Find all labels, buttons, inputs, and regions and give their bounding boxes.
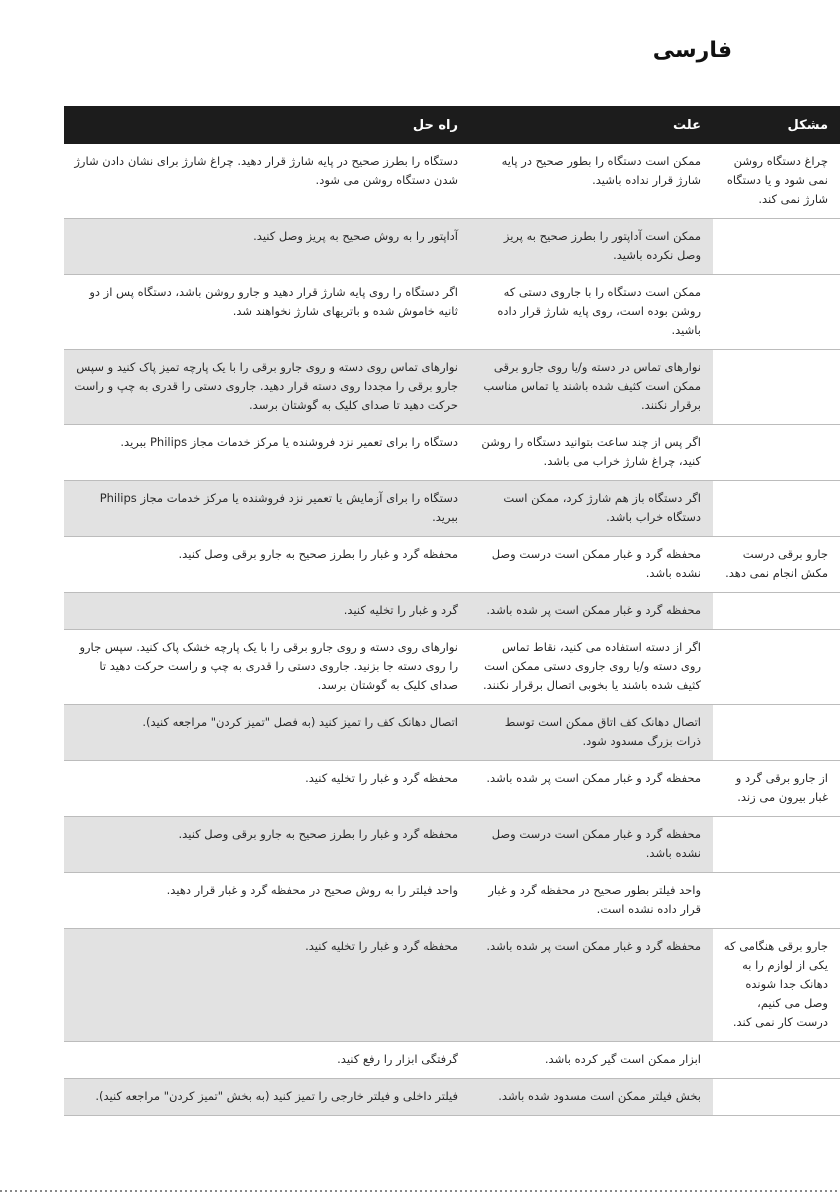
problem-cell [713, 425, 840, 481]
problem-cell [713, 705, 840, 761]
solution-cell: دستگاه را برای آزمایش یا تعمیر نزد فروشنده یا مرکز خدمات مجاز Philips ببرید. [64, 481, 470, 537]
cause-cell: محفظه گرد و غبار ممکن است درست وصل نشده باشد. [470, 537, 713, 593]
problem-cell [713, 275, 840, 350]
problem-cell: چراغ دستگاه روشن نمی شود و یا دستگاه شارژ نمی کند. [713, 144, 840, 219]
table-row [64, 593, 840, 630]
header-cause: علت [470, 106, 713, 144]
table-row [64, 537, 840, 593]
page-title: فارسی [652, 38, 732, 63]
table-row [64, 873, 840, 929]
table-row [64, 481, 840, 537]
problem-cell [713, 873, 840, 929]
problem-cell [713, 1079, 840, 1116]
cause-cell: محفظه گرد و غبار ممکن است درست وصل نشده باشد. [470, 817, 713, 873]
table-row [64, 219, 840, 275]
cause-cell: محفظه گرد و غبار ممکن است پر شده باشد. [470, 761, 713, 817]
header-solution: راه حل [64, 106, 470, 144]
table-row [64, 144, 840, 219]
table-header-row [64, 106, 840, 144]
solution-cell: نوارهای روی دسته و روی جارو برقی را با یک پارچه خشک پاک کنید. سپس جارو را روی دسته جا بزنید. جاروی دستی را قدری به چپ و راست حرکت دهید تا صدای کلیک به گوشتان برسد. [64, 630, 470, 705]
cause-cell: نوارهای تماس در دسته و/یا روی جارو برقی ممکن است کثیف شده باشند یا تماس مناسب برقرار نکنند. [470, 350, 713, 425]
problem-cell: جارو برقی درست مکش انجام نمی دهد. [713, 537, 840, 593]
cause-cell: ممکن است آداپتور را بطرز صحیح به پریز وصل نکرده باشید. [470, 219, 713, 275]
cause-cell: ابزار ممکن است گیر کرده باشد. [470, 1042, 713, 1079]
cause-cell: محفظه گرد و غبار ممکن است پر شده باشد. [470, 929, 713, 1042]
solution-cell: دستگاه را بطرز صحیح در پایه شارژ قرار دهید. چراغ شارژ برای نشان دادن شارژ شدن دستگاه روشن می شود. [64, 144, 470, 219]
solution-cell: فیلتر داخلی و فیلتر خارجی را تمیز کنید (به بخش "تمیز کردن" مراجعه کنید). [64, 1079, 470, 1116]
cause-cell: اگر از دسته استفاده می کنید، نقاط تماس روی دسته و/یا روی جاروی دستی ممکن است کثیف شده باشند یا بخوبی اتصال برقرار نکنند. [470, 630, 713, 705]
table-row [64, 761, 840, 817]
solution-cell: دستگاه را برای تعمیر نزد فروشنده یا مرکز خدمات مجاز Philips ببرید. [64, 425, 470, 481]
cause-cell: بخش فیلتر ممکن است مسدود شده باشد. [470, 1079, 713, 1116]
table-row [64, 425, 840, 481]
solution-cell: گرفتگی ابزار را رفع کنید. [64, 1042, 470, 1079]
problem-cell [713, 817, 840, 873]
problem-cell [713, 630, 840, 705]
cause-cell: اگر دستگاه باز هم شارژ کرد، ممکن است دستگاه خراب باشد. [470, 481, 713, 537]
solution-cell: محفظه گرد و غبار را تخلیه کنید. [64, 929, 470, 1042]
solution-cell: محفظه گرد و غبار را تخلیه کنید. [64, 761, 470, 817]
problem-cell [713, 593, 840, 630]
solution-cell: گرد و غبار را تخلیه کنید. [64, 593, 470, 630]
table-row [64, 1042, 840, 1079]
solution-cell: آداپتور را به روش صحیح به پریز وصل کنید. [64, 219, 470, 275]
solution-cell: محفظه گرد و غبار را بطرز صحیح به جارو برقی وصل کنید. [64, 817, 470, 873]
table-row [64, 275, 840, 350]
cause-cell: اتصال دهانک کف اتاق ممکن است توسط ذرات بزرگ مسدود شود. [470, 705, 713, 761]
table-row [64, 817, 840, 873]
table-row [64, 705, 840, 761]
table-row [64, 630, 840, 705]
problem-cell [713, 481, 840, 537]
problem-cell [713, 350, 840, 425]
header-problem: مشکل [713, 106, 840, 144]
solution-cell: نوارهای تماس روی دسته و روی جارو برقی را با یک پارچه تمیز پاک کنید و سپس جارو برقی را مجددا روی دسته قرار دهید. جاروی دستی را قدری به چپ و راست حرکت دهید تا صدای کلیک به گوشتان برسد. [64, 350, 470, 425]
table-row [64, 1079, 840, 1116]
cause-cell: اگر پس از چند ساعت بتوانید دستگاه را روشن کنید، چراغ شارژ خراب می باشد. [470, 425, 713, 481]
cause-cell: ممکن است دستگاه را با جاروی دستی که روشن بوده است، روی پایه شارژ قرار داده باشید. [470, 275, 713, 350]
solution-cell: اتصال دهانک کف را تمیز کنید (به فصل "تمیز کردن" مراجعه کنید). [64, 705, 470, 761]
solution-cell: اگر دستگاه را روی پایه شارژ قرار دهید و جارو روشن باشد، دستگاه پس از دو ثانیه خاموش شده و باتریهای شارژ نخواهند شد. [64, 275, 470, 350]
cause-cell: واحد فیلتر بطور صحیح در محفظه گرد و غبار قرار داده نشده است. [470, 873, 713, 929]
solution-cell: واحد فیلتر را به روش صحیح در محفظه گرد و غبار قرار دهید. [64, 873, 470, 929]
cause-cell: محفظه گرد و غبار ممکن است پر شده باشد. [470, 593, 713, 630]
problem-cell: جارو برقی هنگامی که یکی از لوازم را به دهانک جدا شونده وصل می کنیم، درست کار نمی کند. [713, 929, 840, 1042]
troubleshooting-table [64, 106, 840, 1116]
problem-cell [713, 219, 840, 275]
solution-cell: محفظه گرد و غبار را بطرز صحیح به جارو برقی وصل کنید. [64, 537, 470, 593]
cause-cell: ممکن است دستگاه را بطور صحیح در پایه شارژ قرار نداده باشید. [470, 144, 713, 219]
table-row [64, 350, 840, 425]
table-row [64, 929, 840, 1042]
problem-cell [713, 1042, 840, 1079]
problem-cell: از جارو برقی گرد و غبار بیرون می زند. [713, 761, 840, 817]
